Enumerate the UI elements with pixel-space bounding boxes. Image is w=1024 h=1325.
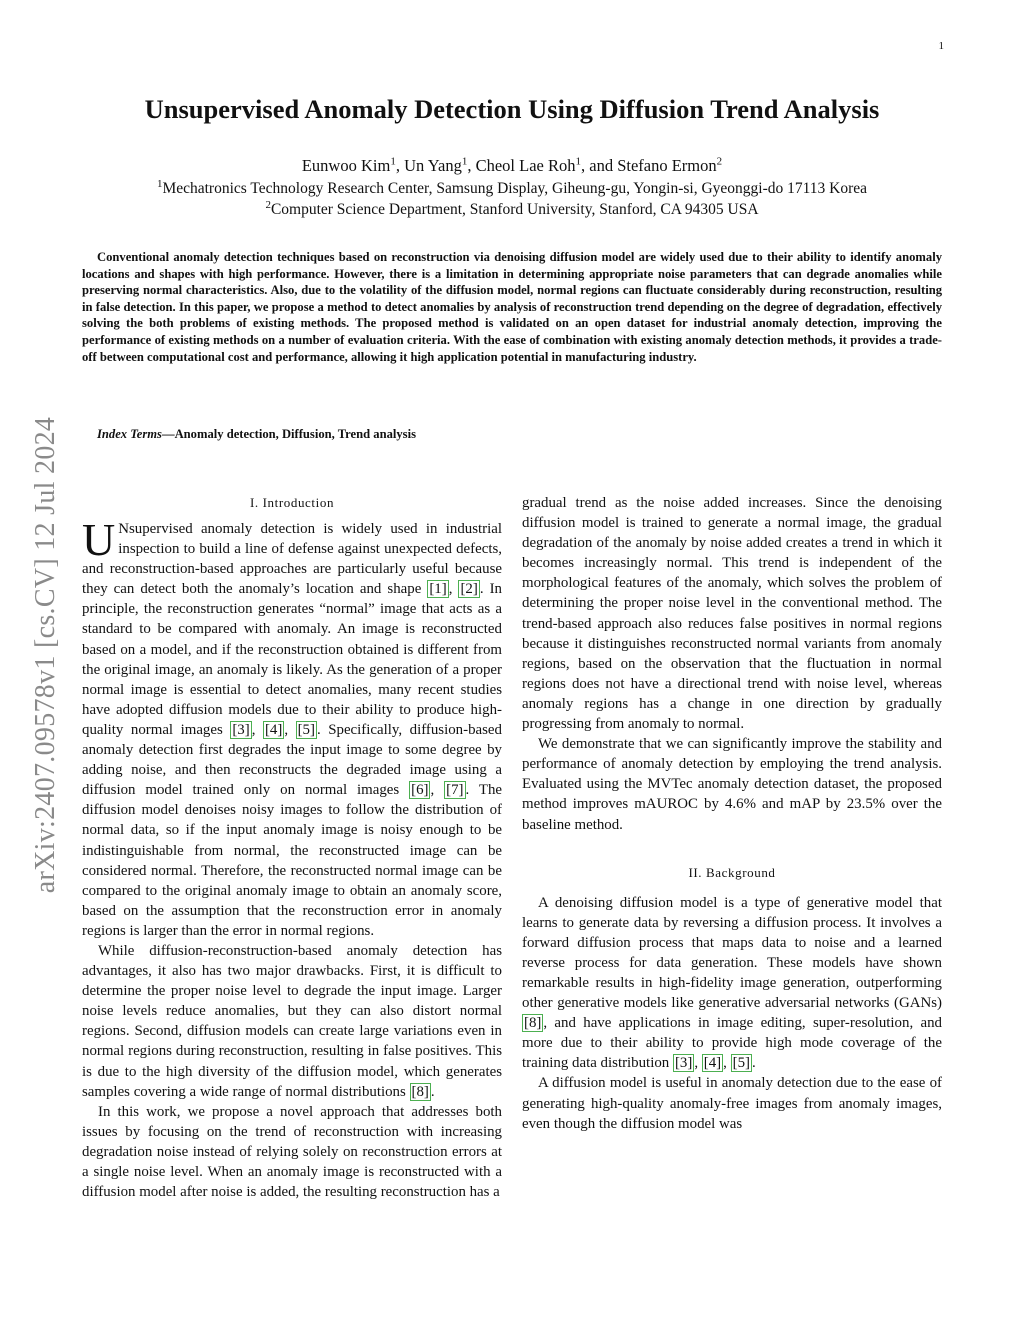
background-paragraph-1: A denoising diffusion model is a type of generative model that learns to generate data by reversing a diffusion process. It involves a forward diffusion process that maps data to noise and a learned reverse process for data generation. These models have shown remarkable results in high-fidelity image generation, outperforming other generative models like generative adversarial networks (GANs) [8] , and have applications in image editing, super-resolution, and more due to their ability to provide high mode coverage of the training data distribution [3] , [4] , [5] . xyxy=(522,894,942,1072)
author-affiliation-marker: 1 xyxy=(461,155,468,168)
arxiv-identifier-stamp: arXiv:2407.09578v1 [cs.CV] 12 Jul 2024 xyxy=(30,416,61,894)
section-heading-introduction: I. Introduction xyxy=(249,495,335,510)
affiliation-2-number: 2 xyxy=(265,198,271,211)
page-number: 1 xyxy=(938,40,944,52)
intro-paragraph-3: In this work, we propose a novel approach that addresses both issues by focusing on the trend of reconstruction with increasing degradation noise instead of relying solely on reconstruction errors at a single noise level. When an anomaly image is reconstructed with a diffusion model after noise is added, the resulting reconstruction has a xyxy=(82,1103,502,1201)
intro-paragraph-3-continued: gradual trend as the noise added increases. Since the denoising diffusion model is trained to generate a normal image, the gradual degradation of the anomaly by noise added creates a trend in which it becomes increasingly normal. This trend is independent of the morphological features of the anomaly, which solves the problem of determining the proper noise level in the conventional method. The trend-based approach also reduces false positives in normal regions because it distinguishes reconstructed normal variants from anomaly regions, based on the observation that the fluctuation in normal regions does not have a directional trend with noise level, whereas anomaly regions has a change in one direction by gradually progressing from anomaly to normal. xyxy=(522,495,942,733)
drop-cap: U xyxy=(82,514,116,565)
section-heading-background: II. Background xyxy=(688,864,776,880)
intro-paragraph-4: We demonstrate that we can significantly improve the stability and performance of anomaly detection by employing the trend analysis. Evaluated using the MVTec anomaly detection dataset, the proposed method improves mAUROC by 4.6% and mAP by 23.5% over the baseline method. xyxy=(522,736,942,833)
paper-title: Unsupervised Anomaly Detection Using Diffusion Trend Analysis xyxy=(144,94,880,124)
index-terms-text: —Anomaly detection, Diffusion, Trend analysis xyxy=(161,427,416,441)
abstract: Conventional anomaly detection techniques based on reconstruction via denoising diffusion model are widely used due to their ability to identify anomaly locations and shapes with high performance. However, there is a limitation in determining appropriate noise parameters that can degrade anomalies while preserving normal characteristics. Also, due to the volatility of the diffusion model, normal regions can fluctuate considerably during reconstruction, resulting in false detection. In this paper, we propose a method to detect anomalies by analysis of reconstruction trend depending on the degree of degradation, effectively solving the both problems of existing methods. The proposed method is validated on an open dataset for industrial anomaly detection, improving the performance of existing methods on a number of evaluation criteria. With the ease of combination with existing anomaly detection methods, it provides a trade-off between computational cost and performance, allowing it high application potential in manufacturing industry. xyxy=(82,250,942,364)
intro-paragraph-1-body: Nsupervised anomaly detection is widely used in industrial inspection to build a line of defense against unexpected defects, and reconstruction-based approaches are particularly useful because they can detect both the anomaly’s location and shape [1] , [2] . In principle, the reconstruction generates “normal” image that acts as a standard to be compared with anomaly. An image is reconstructed based on a model, and if the reconstruction obtained is different from the original image, an anomaly is likely. As the generation of a proper normal image is essential to detect anomalies, many recent studies have adopted diffusion models due to their ability to produce high-quality normal images [3] , [4] , [5] . Specifically, diffusion-based anomaly detection first degrades the input image to some degree by adding noise, and then reconstructs the degraded image using a diffusion model trained only on normal images [6] , [7] . The diffusion model denoises noisy images to follow the distribution of normal data, so if the input anomaly image is noisy enough to be indistinguishable from normal, the reconstructed image can be considered normal. Therefore, the reconstructed normal image can be compared to the original anomaly image to obtain an anomaly score, based on the assumption that the reconstruction error in anomaly regions is larger than the error in normal regions. xyxy=(82,521,503,939)
citation-link[interactable]: [8] xyxy=(524,1015,542,1032)
intro-paragraph-2: While diffusion-reconstruction-based anomaly detection has advantages, it also has two major drawbacks. First, it is difficult to determine the proper noise level to degrade the input image. Larger noise levels reduce anomalies, but they can also distort normal regions. Second, diffusion models can create large variations even in normal regions during reconstruction, resulting in false positives. This is due to the high diversity of the diffusion model, which generates samples covering a wide range of normal distributions [8] . xyxy=(82,942,502,1100)
affiliation-2 xyxy=(60,200,964,220)
citation-link[interactable]: [3] xyxy=(232,721,250,738)
affiliation-1-number: 1 xyxy=(156,177,163,190)
affiliation-2-text: Computer Science Department, Stanford University, Stanford, CA 94305 USA xyxy=(270,201,759,218)
left-column xyxy=(82,493,502,1202)
citation-link[interactable]: [4] xyxy=(703,1055,722,1072)
index-terms xyxy=(82,426,942,442)
author-affiliation-marker: 2 xyxy=(716,155,723,168)
citation-link[interactable]: [3] xyxy=(674,1055,693,1072)
background-paragraph-2: A diffusion model is useful in anomaly detection due to the ease of generating high-quality anomaly-free images from anomaly images, even though the diffusion model was xyxy=(522,1075,942,1132)
author-name: Eunwoo Kim xyxy=(301,156,391,175)
author-affiliation-marker: 1 xyxy=(390,155,396,168)
citation-link[interactable]: [6] xyxy=(411,782,429,799)
affiliation-1 xyxy=(60,179,964,199)
citation-link[interactable]: [1] xyxy=(429,581,447,598)
right-column xyxy=(522,493,942,1134)
citation-link[interactable]: [5] xyxy=(732,1055,750,1072)
citation-link[interactable]: [5] xyxy=(297,721,315,738)
citation-link[interactable]: [8] xyxy=(411,1083,429,1100)
author-affiliation-marker: 1 xyxy=(575,155,581,168)
citation-link[interactable]: [4] xyxy=(264,721,283,738)
author-name: Stefano Ermon xyxy=(617,156,717,175)
author-name: Cheol Lae Roh xyxy=(475,156,576,175)
citation-link[interactable]: [2] xyxy=(460,581,478,598)
author-list: Eunwoo Kim$^1$, Un Yang$^1$, Cheol Lae Roh$^1$, and Stefano Ermon$^2$ xyxy=(301,155,723,175)
citation-link[interactable]: [7] xyxy=(446,782,464,799)
author-name: Un Yang xyxy=(404,156,462,175)
affiliation-1-text: Mechatronics Technology Research Center, Samsung Display, Giheung-gu, Yongin-si, Gyeonggi-do 17113 Korea xyxy=(162,180,868,197)
intro-paragraph-1 xyxy=(82,514,503,941)
index-terms-label: Index Terms xyxy=(97,427,162,441)
